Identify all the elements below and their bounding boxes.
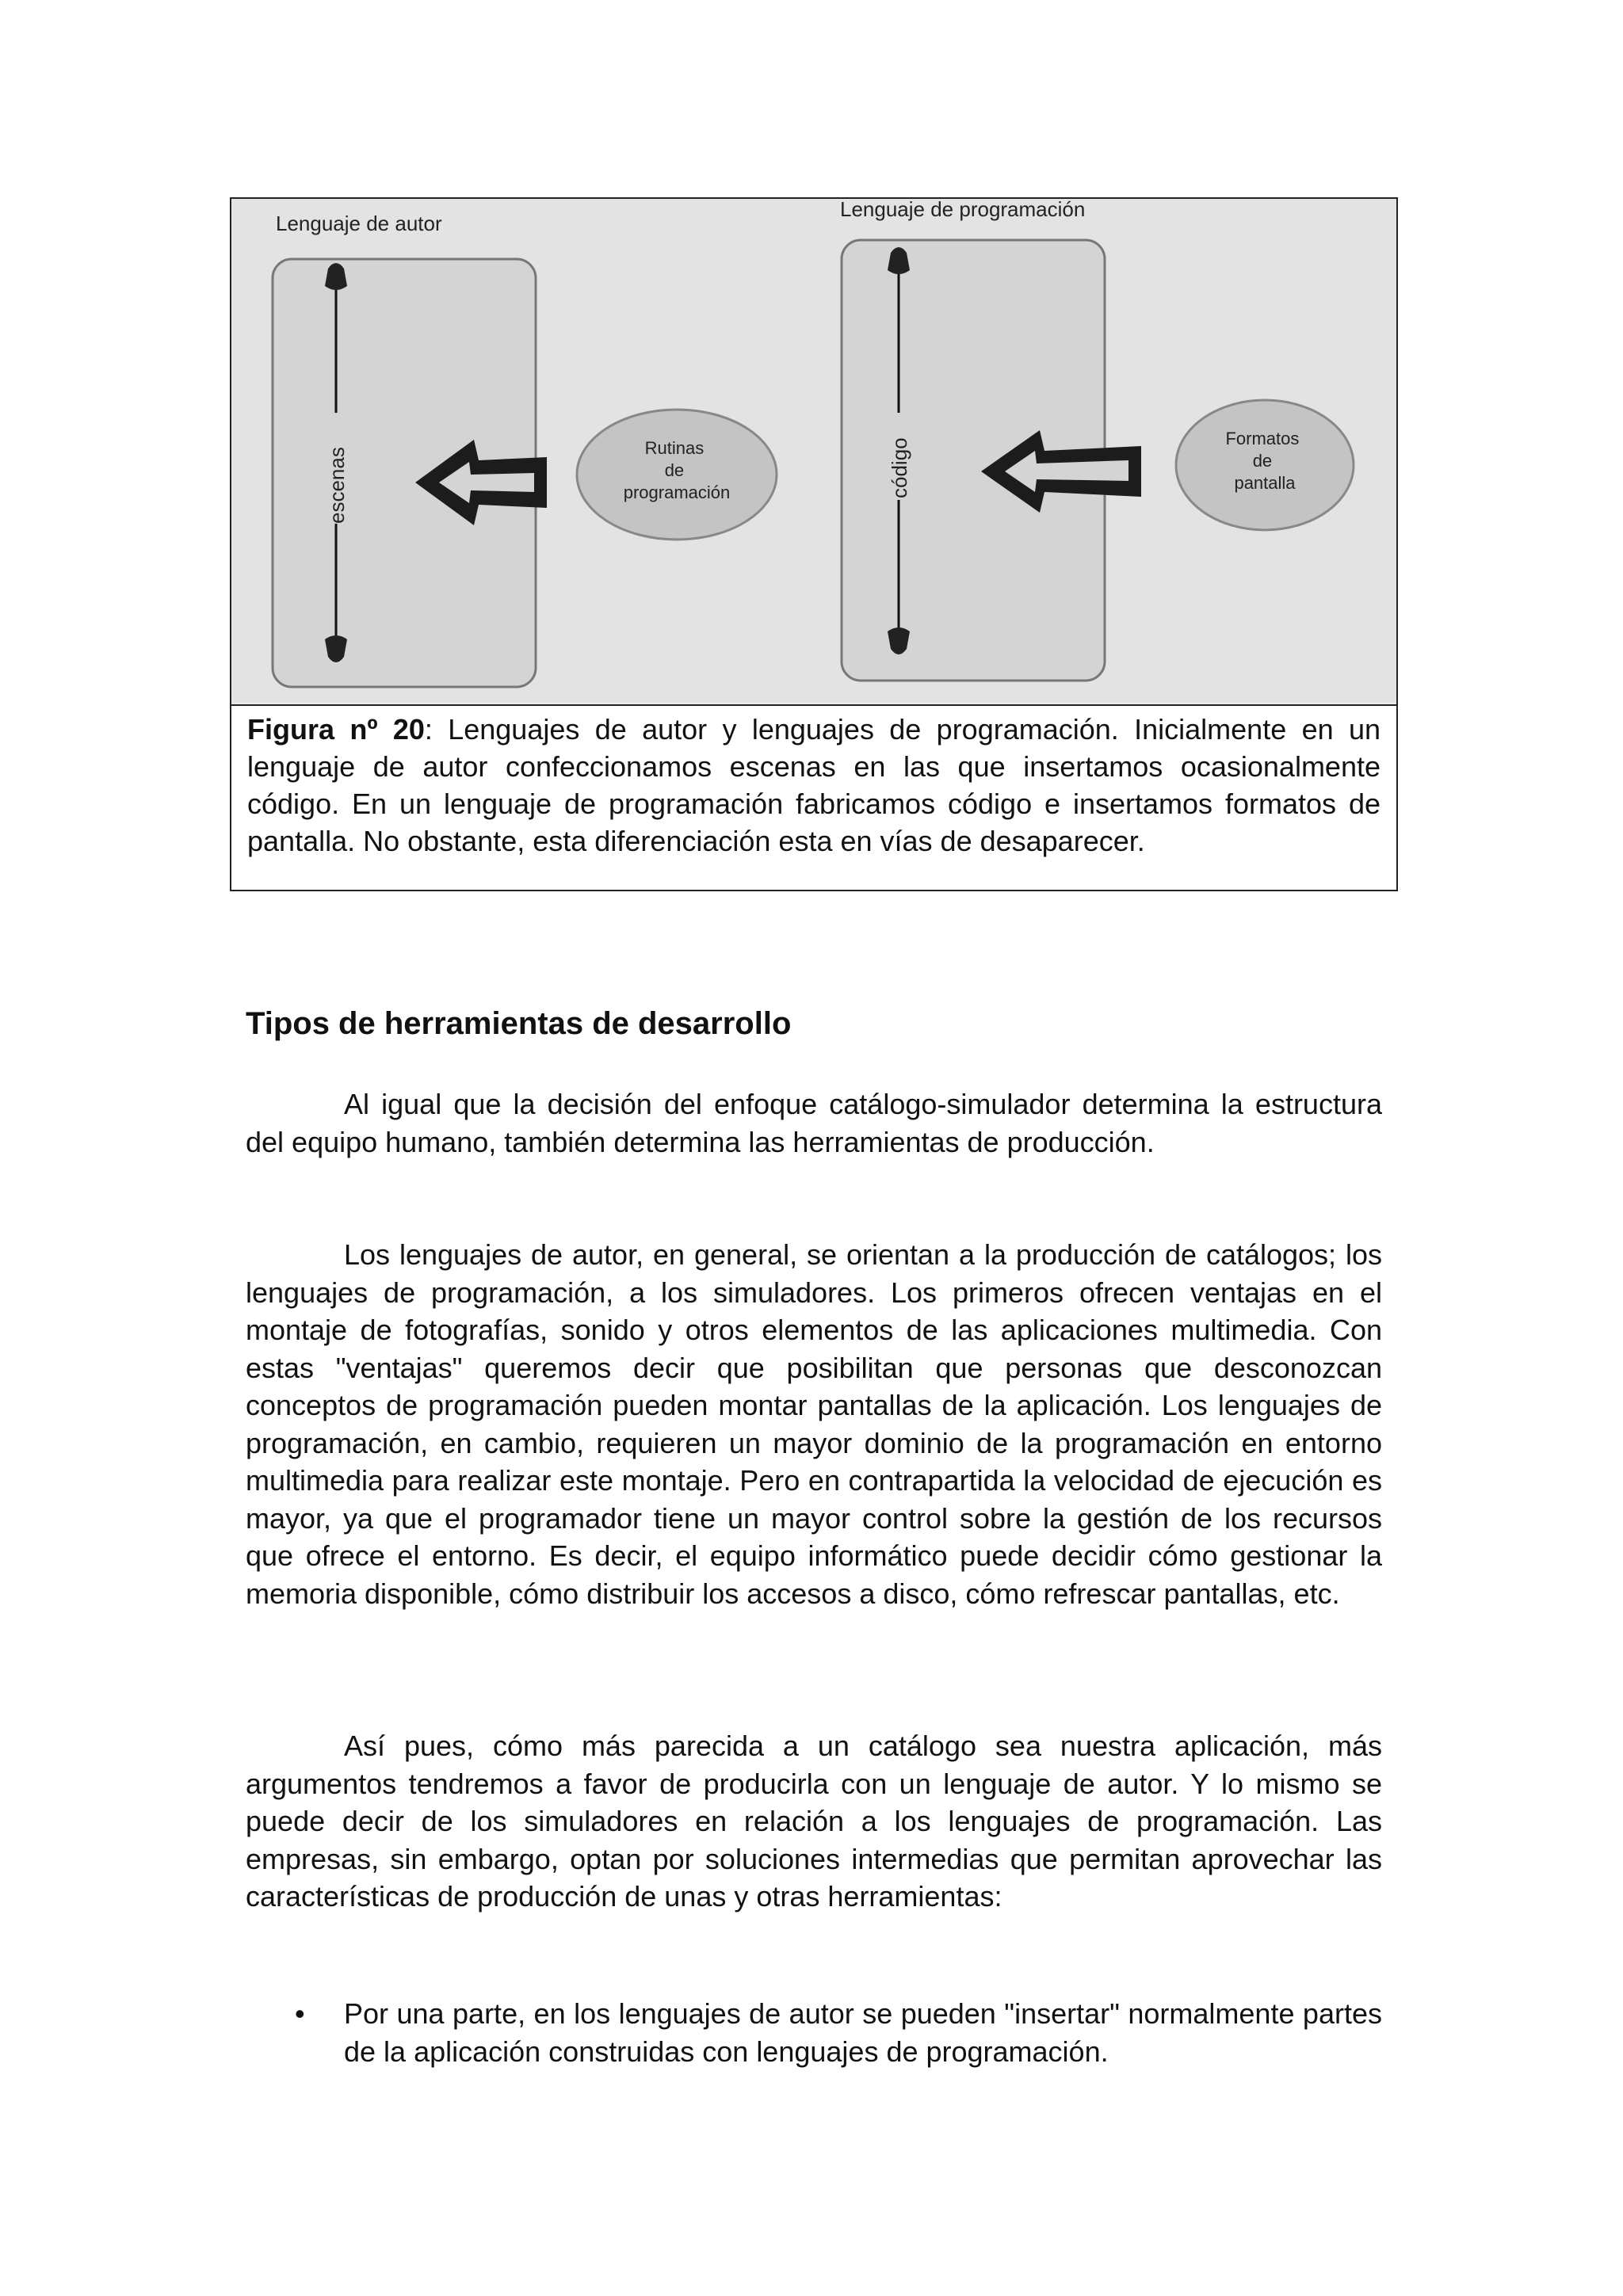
code-label: código — [888, 437, 911, 498]
programming-language-label: Lenguaje de programación — [840, 199, 1086, 221]
formats-label-line1: Formatos — [1225, 429, 1300, 448]
paragraph-1: Al igual que la decisión del enfoque catálogo-simulador determina la estructura del equipo humano, también determina las herramientas de producción. — [246, 1088, 1382, 1158]
figure — [230, 197, 1398, 891]
bullet-icon: • — [295, 1997, 305, 2030]
figure-caption — [247, 711, 1381, 860]
paragraph-3: Así pues, cómo más parecida a un catálogo sea nuestra aplicación, más argumentos tendremos a favor de producirla con un lenguaje de autor. Y lo mismo se puede decir de los simuladores en relación a los lenguajes de programación. Las empresas, sin embargo, optan por soluciones intermedias que permitan aprovechar las características de producción de unas y otras herramientas: — [246, 1730, 1382, 1913]
scenes-label: escenas — [325, 447, 349, 524]
figure-diagram — [231, 199, 1396, 706]
routines-label-line2: de — [664, 460, 685, 480]
figure-caption-text: : Lenguajes de autor y lenguajes de programación. Inicialmente en un lenguaje de autor confeccionamos escenas en las que insertamos ocasionalmente código. En un lenguaje de programación fabricamos código e insertamos formatos de pantalla. No obstante, esta diferenciación esta en vías de desaparecer. — [247, 713, 1381, 857]
paragraph-2: Los lenguajes de autor, en general, se orientan a la producción de catálogos; los lenguajes de programación, a los simuladores. Los primeros ofrecen ventajas en el montaje de fotografías, sonido y otros elementos de las aplicaciones multimedia. Con estas "ventajas" queremos decir que posibilitan que personas que desconozcan conceptos de programación pueden montar pantallas de la aplicación. Los lenguajes de programación, en cambio, requieren un mayor dominio de la programación en entorno multimedia para realizar este montaje. Pero en contrapartida la velocidad de ejecución es mayor, ya que el programador tiene un mayor control sobre la gestión de los recursos que ofrece el entorno. Es decir, el equipo informático puede decidir cómo gestionar la memoria disponible, cómo distribuir los accesos a disco, cómo refrescar pantallas, etc. — [246, 1238, 1382, 1610]
formats-label-line3: pantalla — [1234, 473, 1296, 493]
section-heading: Tipos de herramientas de desarrollo — [246, 1006, 792, 1041]
figure-caption-label: Figura nº 20 — [247, 713, 425, 746]
formats-label-line2: de — [1252, 451, 1273, 471]
bullet-list — [246, 1995, 1382, 2070]
author-language-label: Lenguaje de autor — [276, 212, 442, 235]
routines-label-line3: programación — [623, 482, 731, 502]
diagram-svg — [231, 199, 1396, 703]
routines-label-line1: Rutinas — [644, 438, 705, 458]
list-item — [246, 1995, 1382, 2070]
bullet-text: Por una parte, en los lenguajes de autor se pueden "insertar" normalmente partes de la aplicación construidas con lenguajes de programación. — [344, 1997, 1382, 2068]
